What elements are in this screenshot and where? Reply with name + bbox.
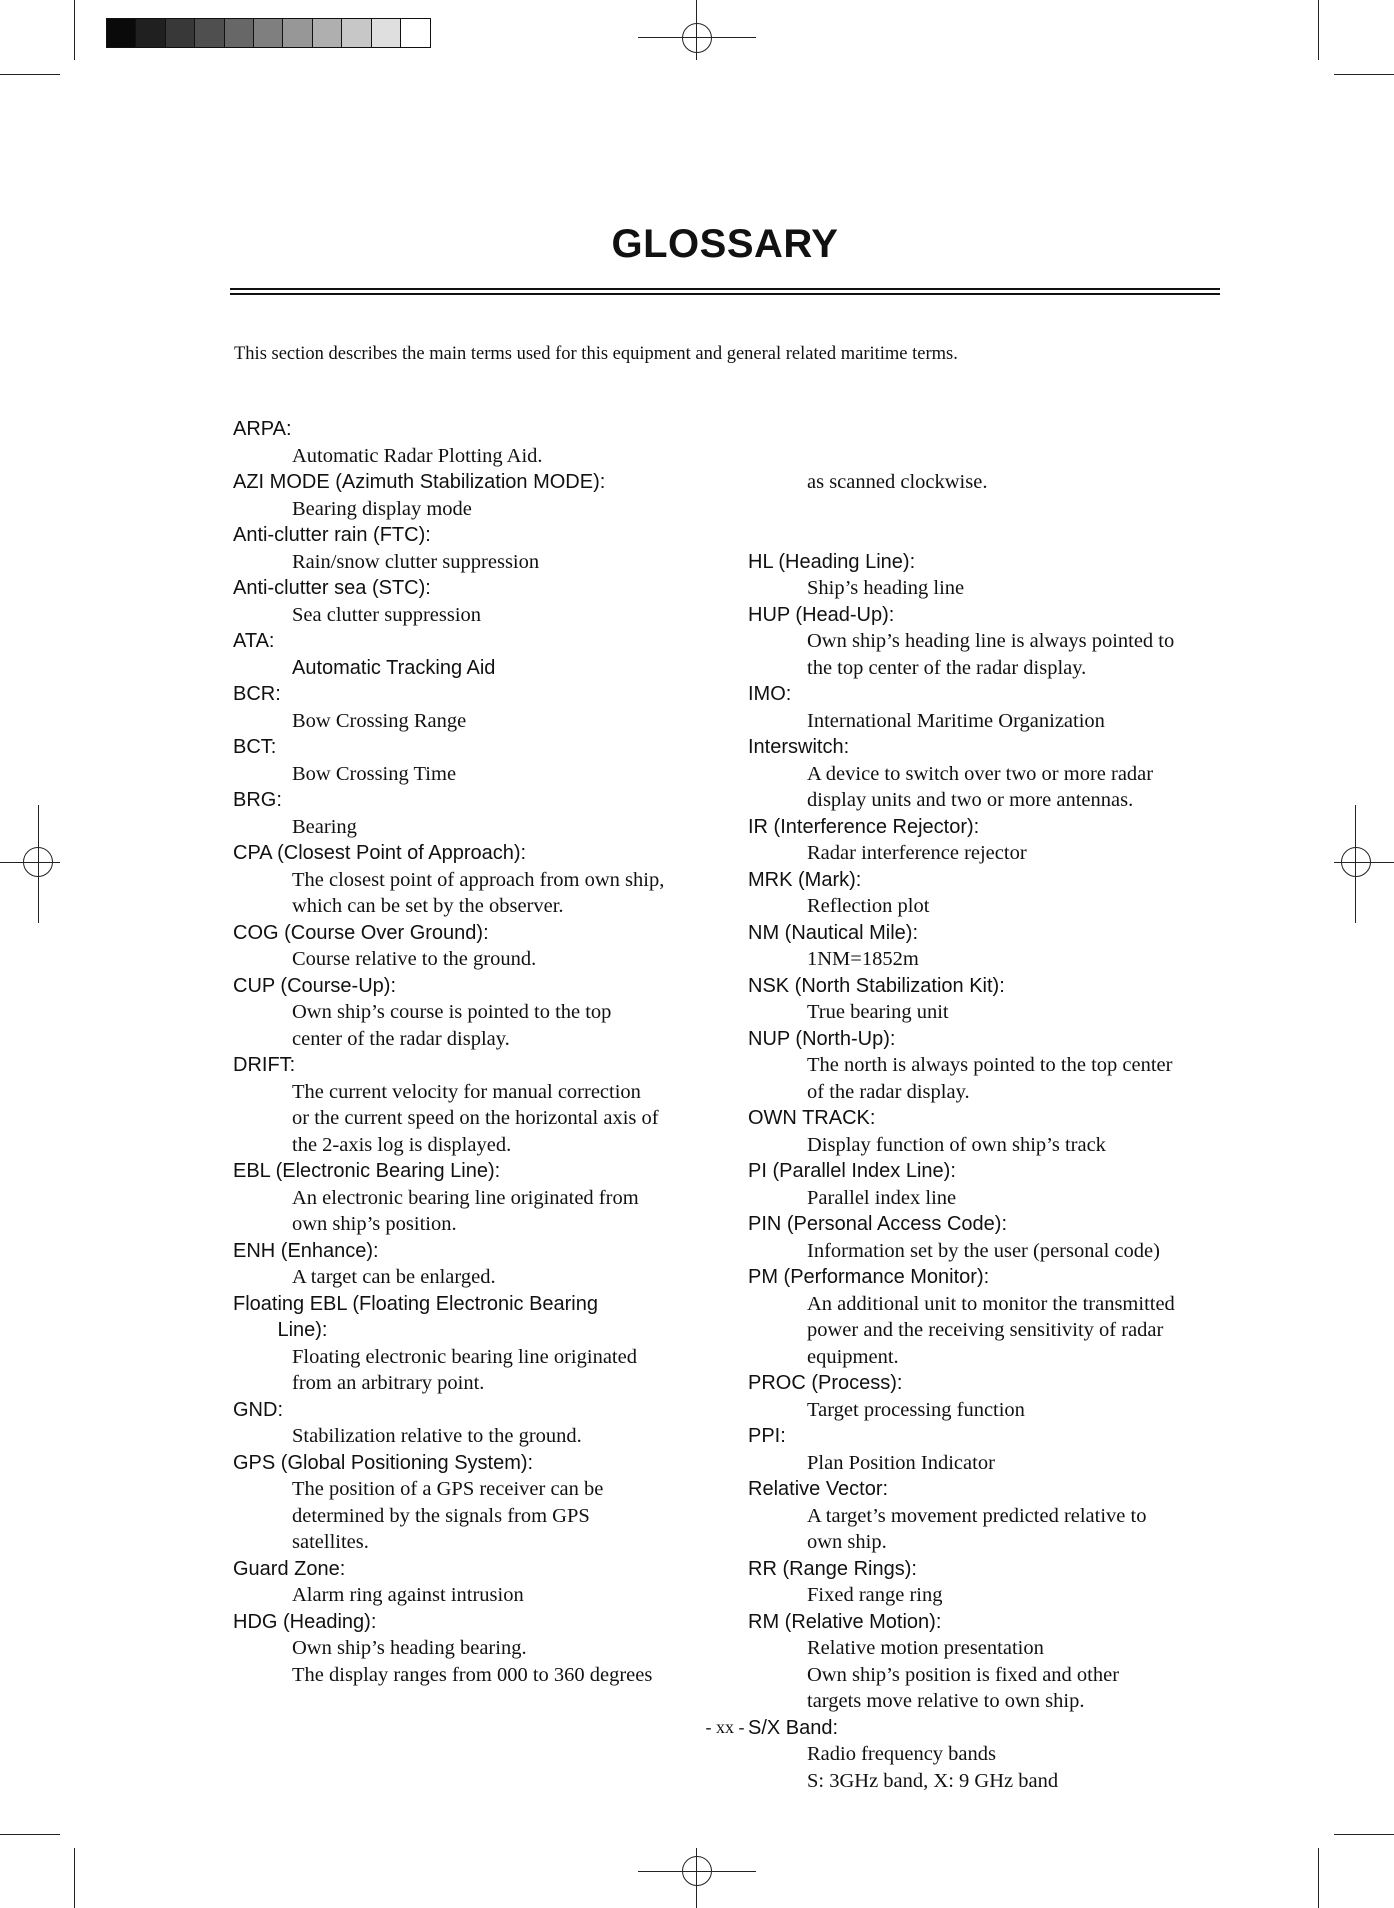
glossary-definition-line: display units and two or more antennas. <box>807 789 1134 811</box>
glossary-entry <box>233 522 723 575</box>
glossary-term: GND: <box>233 1398 283 1421</box>
glossary-definition <box>233 1582 723 1609</box>
glossary-definition-line: Target processing function <box>807 1398 1025 1421</box>
glossary-term: EBL (Electronic Bearing Line): <box>233 1160 501 1182</box>
glossary-definition-line: center of the radar display. <box>292 1027 510 1050</box>
glossary-definition-line: the 2-axis log is displayed. <box>292 1133 512 1156</box>
crop-mark-line <box>0 74 60 75</box>
glossary-definition <box>233 496 723 523</box>
glossary-definition-line: Own ship’s position is fixed and other <box>807 1663 1120 1686</box>
glossary-definition-line: which can be set by the observer. <box>292 895 564 917</box>
glossary-term: HUP (Head-Up): <box>748 603 895 626</box>
crop-mark-line <box>74 0 75 60</box>
gray-swatch <box>195 19 224 47</box>
glossary-definition <box>748 1238 1228 1265</box>
glossary-term: RR (Range Rings): <box>748 1557 917 1580</box>
glossary-definition-line: Plan Position Indicator <box>807 1451 995 1474</box>
glossary-definition <box>748 840 1228 867</box>
glossary-definition-line: Parallel index line <box>807 1186 957 1209</box>
glossary-definition-line: The position of a GPS receiver can be <box>292 1478 604 1500</box>
glossary-term: Anti-clutter rain (FTC): <box>233 524 431 546</box>
glossary-definition-line: Own ship’s course is pointed to the top <box>292 1001 612 1023</box>
glossary-definition-line: as scanned clockwise. <box>807 471 988 493</box>
glossary-definition-line: determined by the signals from GPS <box>292 1504 590 1527</box>
glossary-entry <box>748 1370 1228 1423</box>
crop-mark-line <box>1318 1848 1319 1908</box>
glossary-entry <box>233 628 723 681</box>
glossary-definition-line: the top center of the radar display. <box>807 656 1087 679</box>
glossary-column-right <box>748 416 1228 1794</box>
glossary-definition <box>748 999 1228 1026</box>
glossary-term: Interswitch: <box>748 736 850 758</box>
glossary-definition-line: own ship. <box>807 1531 887 1553</box>
glossary-entry <box>748 1026 1228 1106</box>
glossary-definition-line: The display ranges from 000 to 360 degrees <box>292 1663 653 1686</box>
glossary-definition-line: or the current speed on the horizontal axis of <box>292 1107 659 1129</box>
glossary-term: MRK (Mark): <box>748 868 862 891</box>
gray-swatch <box>136 19 165 47</box>
gray-swatch <box>254 19 283 47</box>
glossary-term: NSK (North Stabilization Kit): <box>748 974 1005 997</box>
glossary-entry <box>233 681 723 734</box>
glossary-definition <box>233 814 723 841</box>
glossary-entry <box>233 416 723 469</box>
glossary-definition <box>748 1291 1228 1371</box>
glossary-definition-line: satellites. <box>292 1531 369 1553</box>
glossary-definition <box>233 1423 723 1450</box>
glossary-term: Floating EBL (Floating Electronic Bearing Line): <box>233 1292 598 1341</box>
glossary-term: IR (Interference Rejector): <box>748 815 980 838</box>
registration-circle <box>23 847 53 877</box>
glossary-definition <box>748 1635 1228 1715</box>
glossary-term: ARPA: <box>233 418 292 440</box>
glossary-definition <box>748 893 1228 920</box>
gray-swatch <box>372 19 401 47</box>
glossary-definition-line: of the radar display. <box>807 1080 970 1103</box>
glossary-term: BRG: <box>233 789 282 811</box>
glossary-definition <box>233 1185 723 1238</box>
glossary-definition <box>233 443 723 470</box>
registration-circle <box>682 1856 712 1886</box>
glossary-definition <box>233 1476 723 1556</box>
glossary-definition-line: 1NM=1852m <box>807 948 919 970</box>
glossary-definition <box>233 999 723 1052</box>
glossary-term: HL (Heading Line): <box>748 550 916 573</box>
glossary-term: CUP (Course-Up): <box>233 974 396 997</box>
glossary-entry <box>748 1211 1228 1264</box>
glossary-definition-line: The north is always pointed to the top center <box>807 1054 1173 1076</box>
gray-swatch <box>342 19 371 47</box>
glossary-term: HDG (Heading): <box>233 1610 377 1633</box>
glossary-definition-line: True bearing unit <box>807 1001 949 1023</box>
glossary-definition <box>233 1264 723 1291</box>
glossary-entry <box>233 787 723 840</box>
gray-swatch <box>166 19 195 47</box>
glossary-entry <box>748 814 1228 867</box>
registration-circle <box>682 23 712 53</box>
glossary-definition-line: Display function of own ship’s track <box>807 1133 1106 1156</box>
glossary-definition <box>748 575 1228 602</box>
glossary-definition-line: from an arbitrary point. <box>292 1372 485 1394</box>
glossary-entry <box>748 920 1228 973</box>
glossary-definition <box>748 761 1228 814</box>
glossary-column-left <box>233 416 723 1688</box>
glossary-term: Guard Zone: <box>233 1557 346 1580</box>
glossary-entry <box>233 1238 723 1291</box>
glossary-definition-line: Own ship’s heading bearing. <box>292 1637 527 1659</box>
gray-swatch <box>225 19 254 47</box>
grayscale-calibration-strip <box>106 18 431 48</box>
crop-mark-line <box>1318 0 1319 60</box>
glossary-term: ATA: <box>233 630 275 652</box>
glossary-definition-line: own ship’s position. <box>292 1213 457 1235</box>
glossary-term: AZI MODE (Azimuth Stabilization MODE): <box>233 471 606 493</box>
glossary-definition-line: Relative motion presentation <box>807 1637 1044 1659</box>
crop-mark-line <box>1334 1834 1394 1835</box>
glossary-term: PM (Performance Monitor): <box>748 1266 990 1288</box>
glossary-entry <box>233 734 723 787</box>
glossary-definition <box>748 1741 1228 1794</box>
page-number: - xx - <box>705 1717 745 1737</box>
glossary-term: PI (Parallel Index Line): <box>748 1160 956 1182</box>
glossary-entry <box>233 840 723 920</box>
glossary-entry <box>233 1052 723 1158</box>
glossary-term: PPI: <box>748 1425 786 1447</box>
glossary-term: ENH (Enhance): <box>233 1239 379 1262</box>
glossary-term: BCR: <box>233 683 281 705</box>
glossary-entry <box>748 602 1228 682</box>
glossary-entry <box>748 1556 1228 1609</box>
glossary-definition-line: Own ship’s heading line is always pointed to <box>807 630 1175 652</box>
glossary-definition <box>748 1052 1228 1105</box>
glossary-entry <box>233 973 723 1053</box>
gray-swatch <box>283 19 312 47</box>
glossary-term: BCT: <box>233 736 277 758</box>
glossary-entry <box>233 1609 723 1689</box>
glossary-definition-line: Automatic Radar Plotting Aid. <box>292 444 543 467</box>
glossary-definition <box>233 708 723 735</box>
glossary-entry <box>233 575 723 628</box>
glossary-definition <box>748 628 1228 681</box>
glossary-definition <box>748 946 1228 973</box>
glossary-term: GPS (Global Positioning System): <box>233 1451 534 1474</box>
glossary-definition <box>748 1503 1228 1556</box>
glossary-definition-line: International Maritime Organization <box>807 709 1105 732</box>
crop-mark-line <box>1334 74 1394 75</box>
glossary-definition-line: Bearing display mode <box>292 497 472 520</box>
title-rule <box>230 293 1220 295</box>
glossary-definition <box>748 1582 1228 1609</box>
glossary-definition-line: S: 3GHz band, X: 9 GHz band <box>807 1769 1059 1792</box>
gray-swatch <box>401 19 430 47</box>
intro-text: This section describes the main terms used for this equipment and general related maritime terms. <box>234 344 958 364</box>
crop-mark-line <box>0 1834 60 1835</box>
glossary-definition <box>748 1450 1228 1477</box>
gray-swatch <box>313 19 342 47</box>
glossary-definition-line: The current velocity for manual correction <box>292 1080 641 1103</box>
crop-mark-line <box>74 1848 75 1908</box>
glossary-entry <box>233 1450 723 1556</box>
glossary-definition <box>233 655 723 682</box>
glossary-term: S/X Band: <box>748 1716 839 1739</box>
glossary-term: NUP (North-Up): <box>748 1027 896 1050</box>
glossary-definition-line: A device to switch over two or more radar <box>807 762 1154 785</box>
title-rule <box>230 288 1220 290</box>
glossary-definition <box>233 1079 723 1159</box>
glossary-definition <box>748 708 1228 735</box>
glossary-term: PROC (Process): <box>748 1372 903 1394</box>
glossary-definition-line: targets move relative to own ship. <box>807 1690 1085 1712</box>
glossary-term: PIN (Personal Access Code): <box>748 1213 1007 1235</box>
glossary-definition-line: equipment. <box>807 1345 899 1368</box>
glossary-entry <box>748 1476 1228 1556</box>
glossary-definition-line: Automatic Tracking Aid <box>292 656 496 679</box>
glossary-term: Relative Vector: <box>748 1478 889 1500</box>
glossary-definition-line: An additional unit to monitor the transmitted <box>807 1292 1175 1315</box>
glossary-entry <box>748 973 1228 1026</box>
glossary-definition-line: A target can be enlarged. <box>292 1266 496 1288</box>
glossary-definition-line: Bow Crossing Range <box>292 709 467 732</box>
glossary-entry <box>233 1397 723 1450</box>
glossary-definition <box>233 1635 723 1688</box>
glossary-definition <box>233 602 723 629</box>
glossary-definition-line: Course relative to the ground. <box>292 948 537 970</box>
glossary-entry <box>233 1556 723 1609</box>
glossary-term: OWN TRACK: <box>748 1107 876 1129</box>
glossary-definition <box>233 946 723 973</box>
glossary-continuation <box>748 416 1228 549</box>
glossary-term: Anti-clutter sea (STC): <box>233 577 431 599</box>
glossary-definition-line: Reflection plot <box>807 895 930 917</box>
glossary-definition-line: Rain/snow clutter suppression <box>292 550 540 573</box>
glossary-term: COG (Course Over Ground): <box>233 921 489 944</box>
glossary-entry <box>748 549 1228 602</box>
glossary-definition-line: Radio frequency bands <box>807 1743 996 1765</box>
glossary-definition <box>233 867 723 920</box>
glossary-definition-line: Fixed range ring <box>807 1584 943 1606</box>
glossary-entry <box>233 920 723 973</box>
glossary-term: IMO: <box>748 683 792 705</box>
glossary-entry <box>748 1609 1228 1715</box>
glossary-term: NM (Nautical Mile): <box>748 921 919 944</box>
glossary-entry <box>233 1291 723 1397</box>
glossary-definition <box>233 1344 723 1397</box>
glossary-definition-line: Bow Crossing Time <box>292 762 457 785</box>
glossary-definition <box>233 761 723 788</box>
glossary-definition-line: Stabilization relative to the ground. <box>292 1425 582 1447</box>
glossary-definition-line: Radar interference rejector <box>807 842 1027 864</box>
glossary-entry <box>748 681 1228 734</box>
glossary-entry <box>748 734 1228 814</box>
glossary-entry <box>748 1264 1228 1370</box>
page-title: GLOSSARY <box>611 222 839 266</box>
glossary-term: DRIFT: <box>233 1054 296 1076</box>
glossary-definition-line: Sea clutter suppression <box>292 603 482 626</box>
glossary-definition <box>748 1132 1228 1159</box>
glossary-term: CPA (Closest Point of Approach): <box>233 842 527 864</box>
glossary-entry <box>233 469 723 522</box>
glossary-definition-line: Ship’s heading line <box>807 577 965 599</box>
glossary-entry <box>748 1423 1228 1476</box>
registration-circle <box>1341 847 1371 877</box>
glossary-definition-line: power and the receiving sensitivity of radar <box>807 1319 1164 1341</box>
glossary-definition <box>233 549 723 576</box>
glossary-definition-line: The closest point of approach from own ship, <box>292 868 665 891</box>
glossary-definition-line: Information set by the user (personal code) <box>807 1239 1160 1262</box>
gray-swatch <box>107 19 136 47</box>
glossary-definition-line: Alarm ring against intrusion <box>292 1584 524 1606</box>
glossary-entry <box>748 1158 1228 1211</box>
glossary-entry <box>748 1105 1228 1158</box>
glossary-definition <box>748 1185 1228 1212</box>
glossary-entry <box>233 1158 723 1238</box>
glossary-definition <box>748 1397 1228 1424</box>
glossary-entry <box>748 867 1228 920</box>
glossary-definition-line: A target’s movement predicted relative to <box>807 1504 1147 1527</box>
glossary-definition-line: Floating electronic bearing line originated <box>292 1345 637 1368</box>
glossary-definition-line: An electronic bearing line originated from <box>292 1186 639 1209</box>
glossary-definition-line: Bearing <box>292 815 357 838</box>
glossary-term: RM (Relative Motion): <box>748 1610 942 1633</box>
